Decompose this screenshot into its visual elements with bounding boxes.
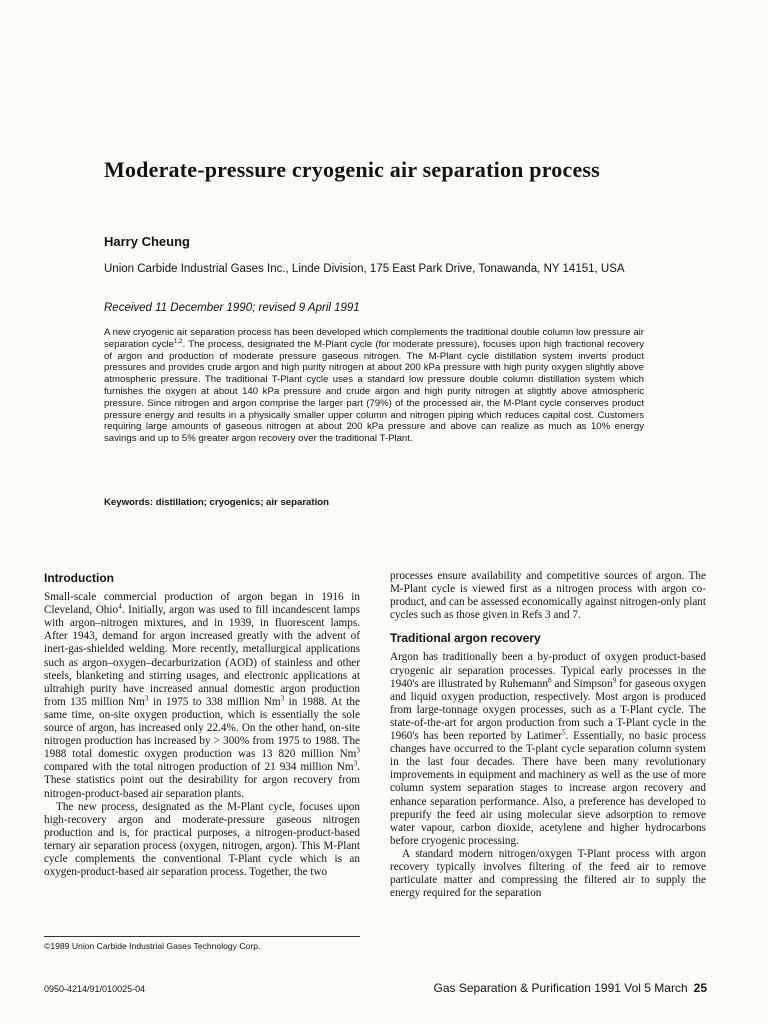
- copyright-footnote: ©1989 Union Carbide Industrial Gases Technology Corp.: [44, 941, 261, 951]
- footnote-divider: [44, 936, 360, 937]
- paragraph: Argon has traditionally been a by-product of oxygen product-based cryogenic air separation processes. Typical early processes in the 1940's are illustrated by Ruhemann$^8$ and Simpson$^9$ for gaseous oxygen and liquid oxygen production, respectively. Most argon is produced from large-tonnage oxygen processes, such as a T-Plant cycle. The state-of-the-art for argon production from such a T-Plant cycle in the 1960's has been reported by Latimer$^5$. Essentially, no basic process changes have occurred to the T-plant cycle separation column system in the last four decades. There have been many revolutionary improvements in equipment and machinery as well as the use of more column system separation stages to increase argon recovery and enhance separation performance. Also, a preference has developed to prepurify the feed air using molecular sieve adsorption to remove water vapour, carbon dioxide, acetylene and higher hydrocarbons before cryogenic processing.: [390, 651, 706, 847]
- citation-ref: 1,2: [173, 337, 183, 345]
- journal-citation: Gas Separation & Purification 1991 Vol 5 March 25: [433, 981, 707, 995]
- paragraph: A standard modern nitrogen/oxygen T-Plant process with argon recovery typically involves filtering of the feed air to remove particulate matter and compressing the filtered air to supply the energy required for the separation: [390, 847, 706, 900]
- left-column: [44, 570, 360, 879]
- author-affiliation: Union Carbide Industrial Gases Inc., Linde Division, 175 East Park Drive, Tonawanda, NY 14151, USA: [104, 263, 625, 275]
- section-heading-traditional-argon-recovery: Traditional argon recovery: [390, 631, 541, 646]
- section-heading-introduction: Introduction: [44, 571, 114, 585]
- keywords: Keywords: distillation; cryogenics; air separation: [104, 497, 329, 508]
- abstract: A new cryogenic air separation process has been developed which complements the traditional double column low pressure air separation cycle$^{1,2}$. The process, designated the M-Plant cycle (for moderate pressure), focuses upon high fractional recovery of argon and production of moderate pressure gaseous nitrogen. The M-Plant cycle distillation system inverts product pressures and provides crude argon and high purity nitrogen at about 200 kPa pressure with high purity oxygen slightly above atmospheric pressure. The traditional T-Plant cycle uses a standard low pressure double column distillation system which furnishes the oxygen at about 140 kPa pressure and crude argon and high purity nitrogen at slightly above atmospheric pressure. Since nitrogen and argon comprise the larger part (79%) of the processed air, the M-Plant cycle conserves product pressure energy and results in a physically smaller upper column and nitrogen piping which reduces capital cost. Customers requiring large amounts of gaseous nitrogen at about 200 kPa pressure and above can realize as much as 10% energy savings and up to 5% greater argon recovery over the traditional T-Plant.: [104, 327, 645, 445]
- issn-code: 0950-4214/91/010025-04: [44, 984, 146, 994]
- article-title: Moderate-pressure cryogenic air separation process: [104, 157, 600, 182]
- paragraph: processes ensure availability and competitive sources of argon. The M-Plant cycle is viewed first as a nitrogen process with argon co-product, and can be assessed economically against nitrogen-only plant cycles such as those given in Refs 3 and 7.: [390, 570, 706, 622]
- received-date: Received 11 December 1990; revised 9 April 1991: [104, 302, 360, 314]
- paragraph: The new process, designated as the M-Plant cycle, focuses upon high-recovery argon and moderate-pressure gaseous nitrogen production and is, for practical purposes, a nitrogen-product-based ternary air separation process (oxygen, nitrogen, argon). This M-Plant cycle complements the conventional T-Plant cycle which is an oxygen-product-based air separation process. Together, the two: [44, 800, 360, 879]
- page-number: 25: [693, 981, 707, 995]
- paragraph: Small-scale commercial production of argon began in 1916 in Cleveland, Ohio$^4$. Initially, argon was used to fill incandescent lamps with argon–nitrogen mixtures, and in 1939, in fluorescent lamps. After 1943, demand for argon increased greatly with the advent of inert-gas-shielded welding. More recently, metallurgical applications such as argon–oxygen–decarburization (AOD) of stainless and other steels, blanketing and stirring usages, and electronic applications at ultrahigh purity have increased annual domestic argon production from 135 million Nm$^3$ in 1975 to 338 million Nm$^3$ in 1988. At the same time, on-site oxygen production, which is essentially the sole source of argon, has increased only 22.4%. On the other hand, on-site nitrogen production has increased by > 300% from 1975 to 1988. The 1988 total domestic oxygen production was 13 820 million Nm$^3$ compared with the total nitrogen production of 21 934 million Nm$^3$. These statistics point out the desirability for argon recovery from nitrogen-product-based air separation plants.: [44, 591, 361, 800]
- right-column: [390, 570, 706, 900]
- author-name: Harry Cheung: [104, 234, 190, 249]
